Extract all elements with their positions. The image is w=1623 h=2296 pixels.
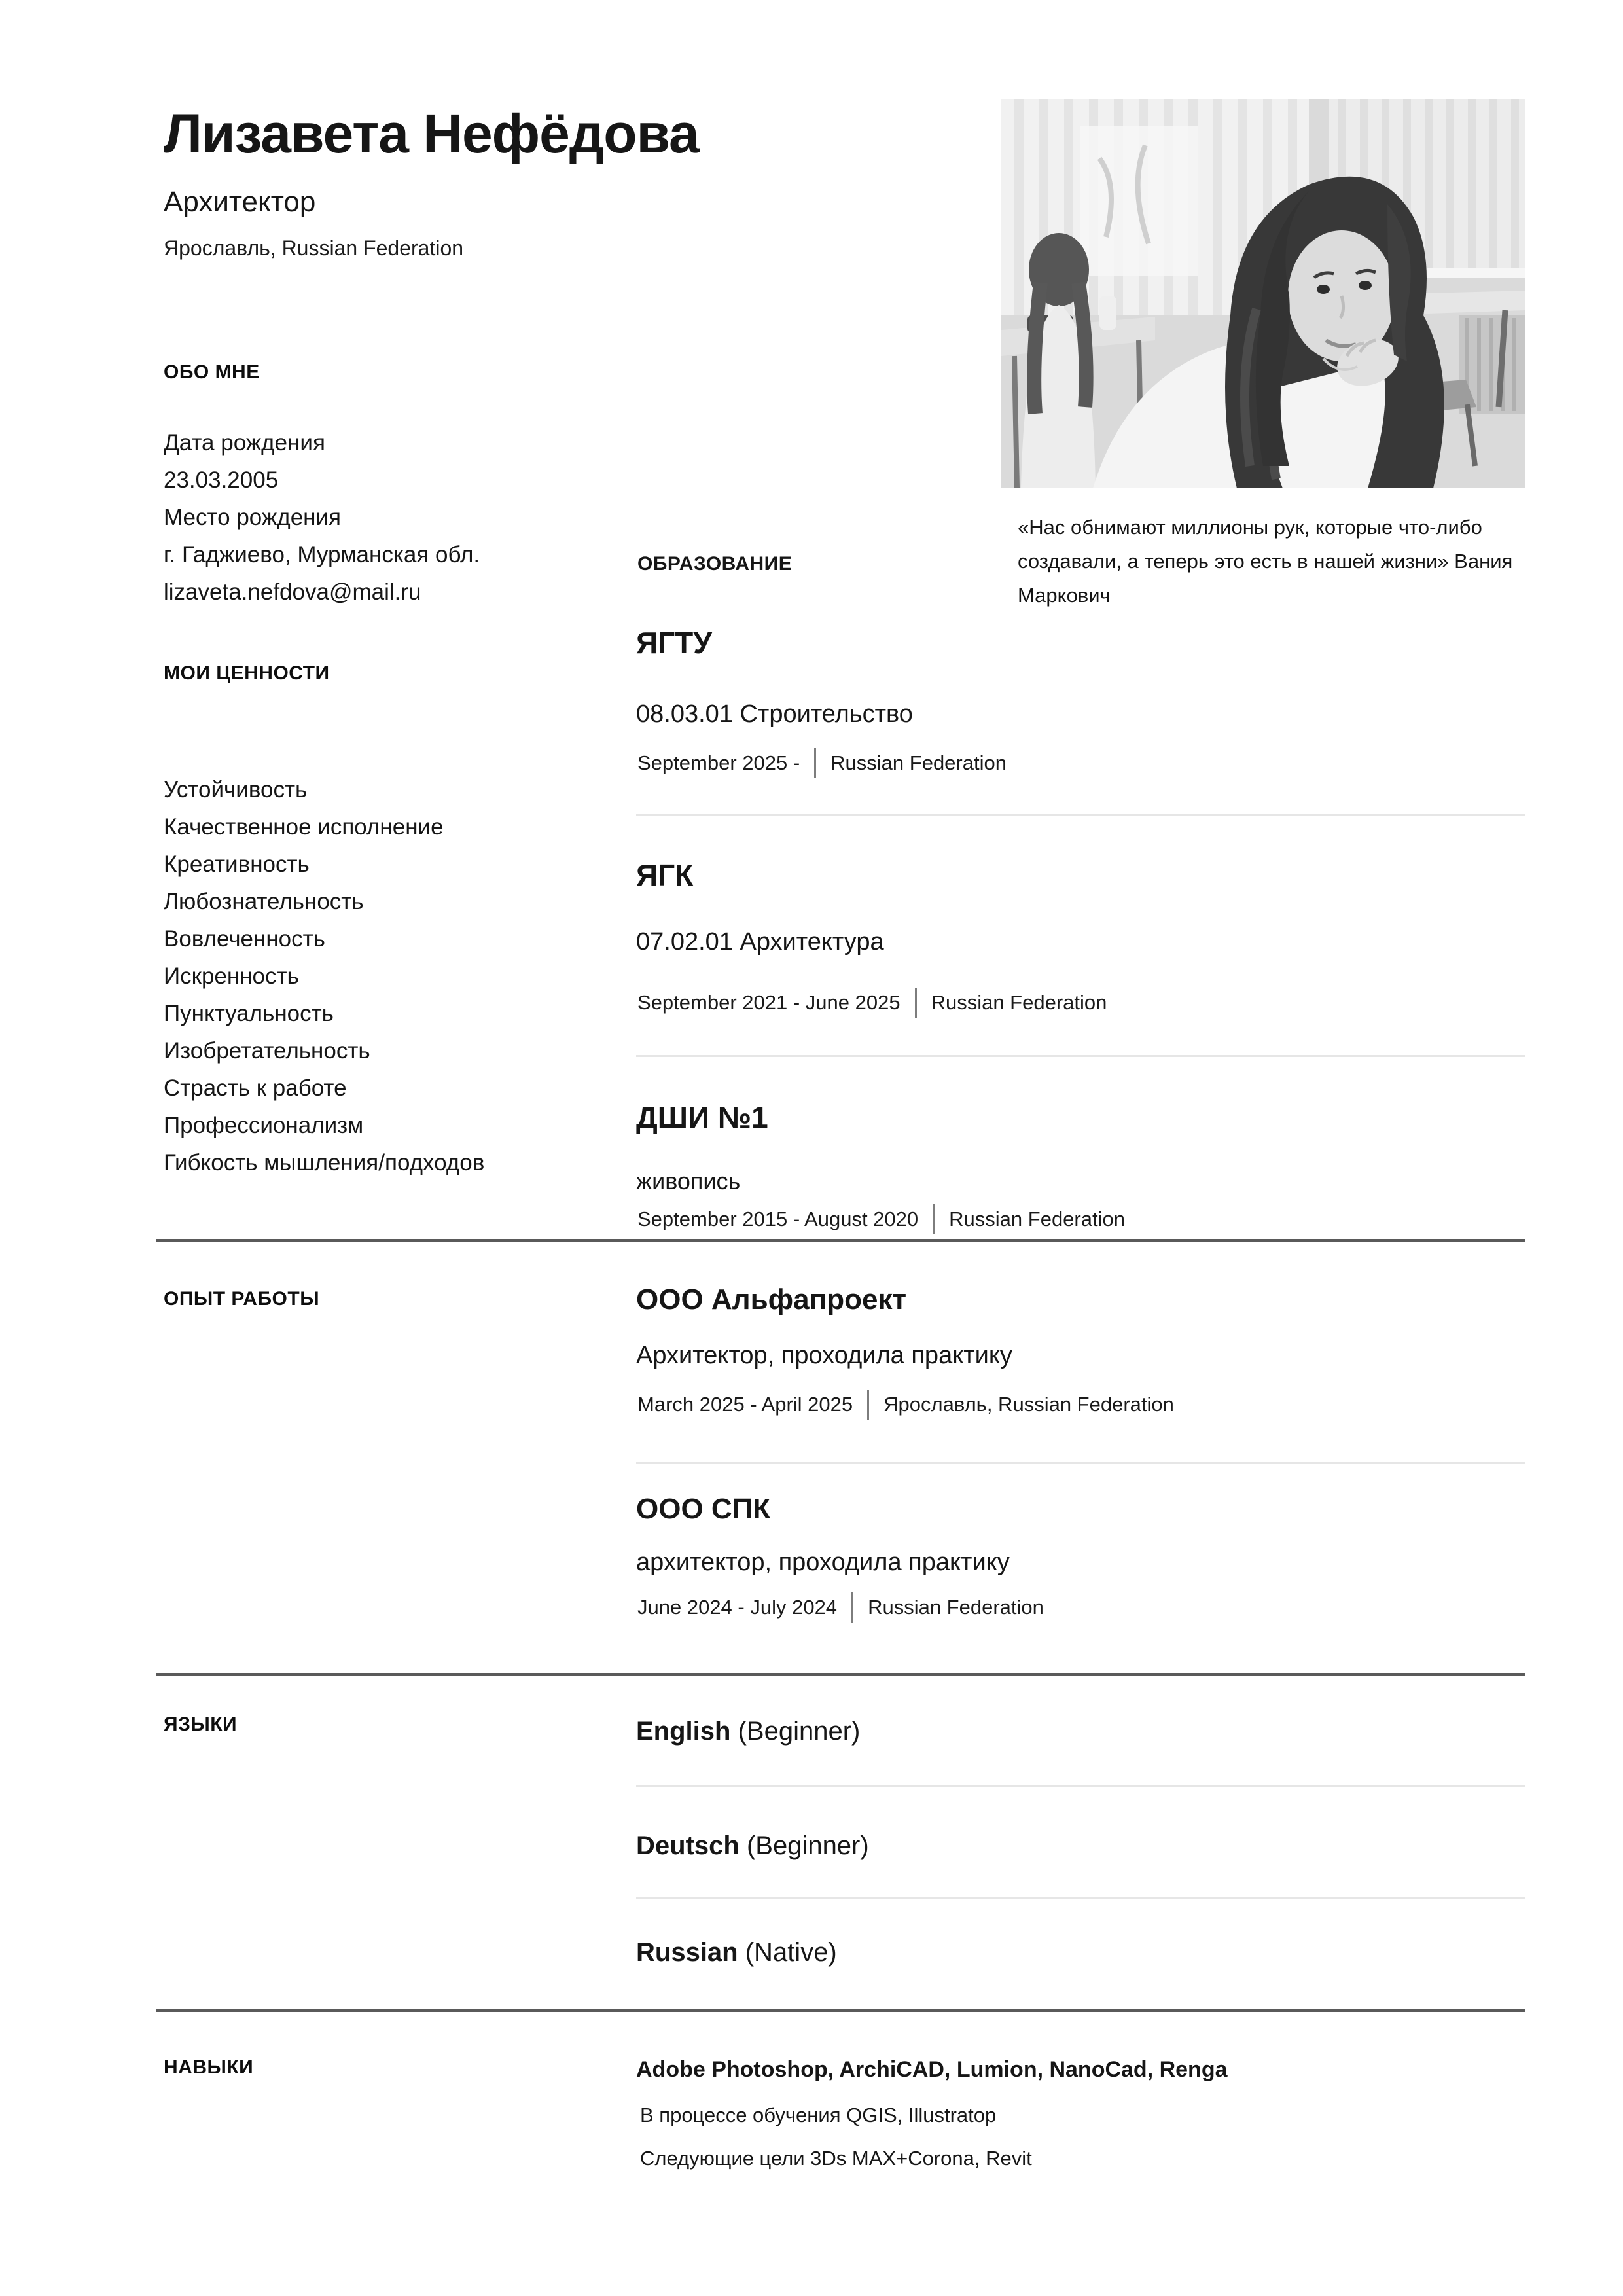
about-list <box>164 424 480 611</box>
page-title: Лизавета Нефёдова <box>164 103 699 164</box>
date-period: September 2025 - <box>637 751 800 774</box>
date-location: Russian Federation <box>949 1208 1125 1230</box>
value-item: Гибкость мышления/подходов <box>164 1150 485 1175</box>
about-item: Место рождения <box>164 505 342 530</box>
date-location: Russian Federation <box>830 751 1007 774</box>
section-label-experience: ОПЫТ РАБОТЫ <box>164 1288 320 1310</box>
about-item: 23.03.2005 <box>164 467 279 493</box>
quote: «Нас обнимают миллионы рук, которые что-либо создавали, а теперь это есть в нашей жизни» Вания Маркович <box>1018 516 1513 607</box>
value-item: Искренность <box>164 963 299 989</box>
skills-primary: Adobe Photoshop, ArchiCAD, Lumion, NanoCad, Renga <box>636 2057 1228 2082</box>
education-degree: 08.03.01 Строительство <box>636 700 913 728</box>
section-label-about: ОБО МНЕ <box>164 361 260 383</box>
section-label-languages: ЯЗЫКИ <box>164 1713 238 1735</box>
values-list <box>164 771 484 1181</box>
value-item: Вовлеченность <box>164 926 325 952</box>
entry-divider <box>636 1897 1525 1899</box>
education-degree: 07.02.01 Архитектура <box>636 928 884 956</box>
section-label-values: МОИ ЦЕННОСТИ <box>164 662 330 684</box>
value-item: Устойчивость <box>164 777 308 802</box>
education-dates <box>637 986 1107 1020</box>
date-location: Ярославль, Russian Federation <box>883 1393 1174 1416</box>
date-period: September 2021 - June 2025 <box>637 991 901 1014</box>
vertical-divider <box>814 748 816 778</box>
language-level: (Beginner) <box>746 1831 869 1860</box>
header-location: Ярославль, Russian Federation <box>164 236 464 260</box>
section-divider <box>156 2009 1525 2012</box>
entry-divider <box>636 1055 1525 1057</box>
section-label-skills: НАВЫКИ <box>164 2056 254 2078</box>
experience-org: ООО СПК <box>636 1493 771 1525</box>
date-location: Russian Federation <box>931 991 1107 1014</box>
education-dates <box>637 746 1007 780</box>
language-level: (Native) <box>745 1938 837 1967</box>
about-item: г. Гаджиево, Мурманская обл. <box>164 542 480 567</box>
language-item <box>636 1936 837 1969</box>
date-location: Russian Federation <box>868 1596 1044 1619</box>
about-item-email: lizaveta.nefdova@mail.ru <box>164 579 421 605</box>
experience-dates <box>637 1590 1044 1624</box>
section-label-education: ОБРАЗОВАНИЕ <box>637 553 793 575</box>
education-org: ЯГТУ <box>636 626 712 660</box>
vertical-divider <box>867 1390 869 1420</box>
experience-role: Архитектор, проходила практику <box>636 1342 1012 1369</box>
value-item: Пунктуальность <box>164 1001 334 1026</box>
education-dates <box>637 1203 1125 1236</box>
vertical-divider <box>915 988 917 1018</box>
entry-divider <box>636 814 1525 816</box>
experience-dates <box>637 1388 1174 1422</box>
value-item: Качественное исполнение <box>164 814 444 840</box>
date-period: March 2025 - April 2025 <box>637 1393 853 1416</box>
language-name: Russian <box>636 1938 738 1967</box>
education-org: ДШИ №1 <box>636 1100 768 1134</box>
experience-role: архитектор, проходила практику <box>636 1549 1010 1576</box>
job-title: Архитектор <box>164 186 316 218</box>
vertical-divider <box>933 1204 935 1234</box>
value-item: Креативность <box>164 852 310 877</box>
vertical-divider <box>851 1592 853 1623</box>
skills-goals: Следующие цели 3Ds MAX+Corona, Revit <box>640 2147 1032 2170</box>
about-item: Дата рождения <box>164 430 325 456</box>
skills-learning: В процессе обучения QGIS, Illustratop <box>640 2104 997 2126</box>
language-level: (Beginner) <box>738 1717 861 1746</box>
date-period: September 2015 - August 2020 <box>637 1208 919 1230</box>
value-item: Страсть к работе <box>164 1075 347 1101</box>
date-period: June 2024 - July 2024 <box>637 1596 838 1619</box>
value-item: Любознательность <box>164 889 364 914</box>
portrait-photo <box>1001 99 1525 488</box>
section-divider <box>156 1673 1525 1676</box>
language-name: Deutsch <box>636 1831 740 1860</box>
entry-divider <box>636 1785 1525 1787</box>
value-item: Изобретательность <box>164 1038 370 1064</box>
language-item <box>636 1829 869 1862</box>
language-item <box>636 1715 860 1748</box>
section-divider <box>156 1239 1525 1242</box>
education-org: ЯГК <box>636 858 694 892</box>
experience-org: ООО Альфапроект <box>636 1283 907 1316</box>
education-degree: живопись <box>636 1168 741 1194</box>
portrait-photo-graphic <box>1001 99 1525 488</box>
value-item: Профессионализм <box>164 1113 364 1138</box>
entry-divider <box>636 1462 1525 1464</box>
language-name: English <box>636 1717 731 1746</box>
